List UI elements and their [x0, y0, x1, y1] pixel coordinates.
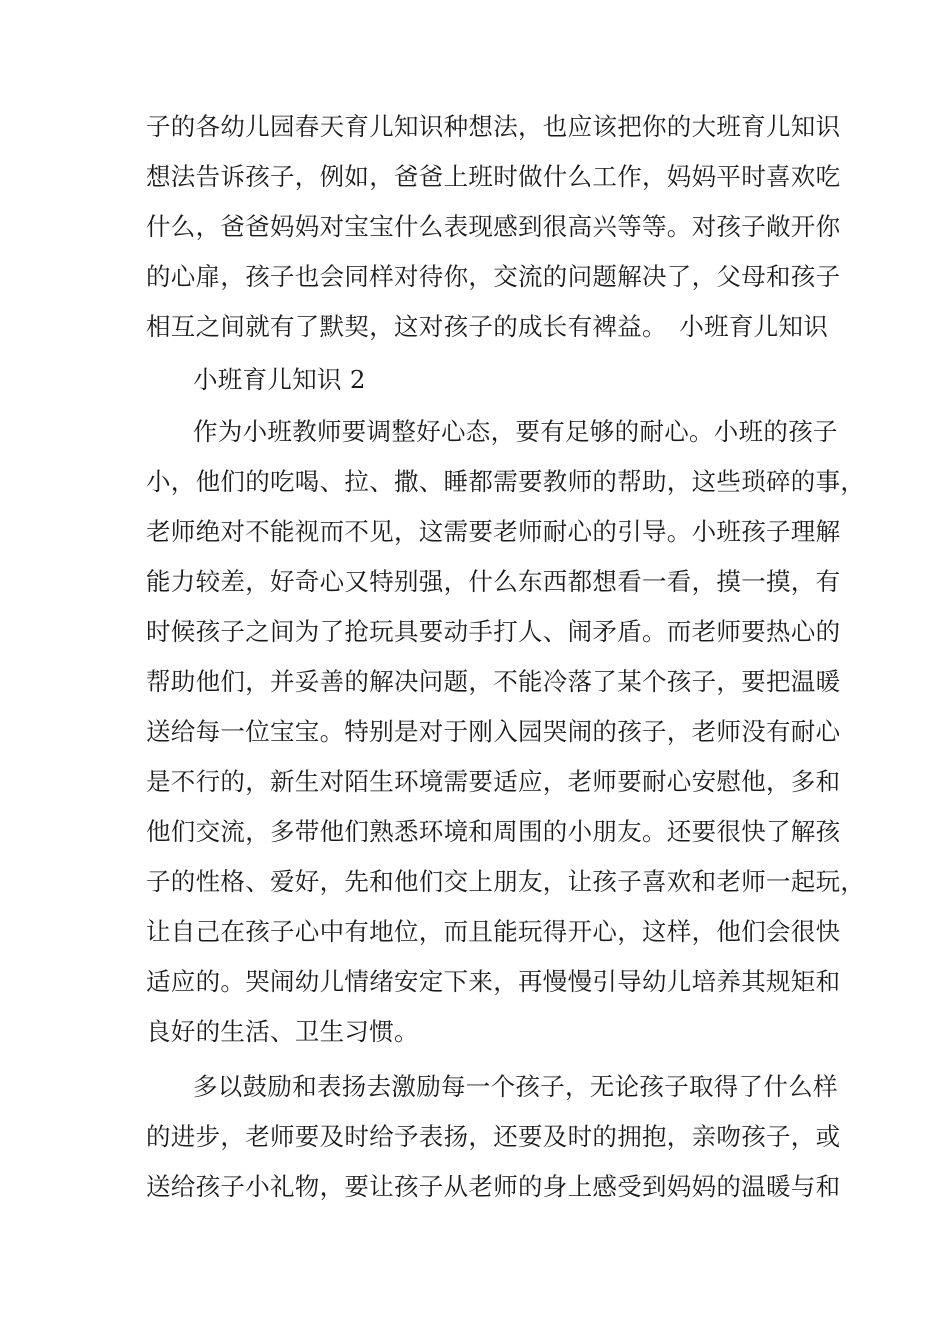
- text-line: 送给每一位宝宝。特别是对于刚入园哭闹的孩子，老师没有耐心: [146, 717, 841, 746]
- text-line: 他们交流，多带他们熟悉环境和周围的小朋友。还要很快了解孩: [146, 817, 841, 846]
- text-line: 小，他们的吃喝、拉、撒、睡都需要教师的帮助，这些琐碎的事，: [146, 467, 866, 496]
- text-line: 的进步，老师要及时给予表扬，还要及时的拥抱，亲吻孩子，或: [146, 1122, 841, 1151]
- text-line: 的心扉，孩子也会同样对待你，交流的问题解决了，父母和孩子: [146, 262, 841, 291]
- text-line: 时候孩子之间为了抢玩具要动手打人、闹矛盾。而老师要热心的: [146, 617, 841, 646]
- text-line: 子的各幼儿园春天育儿知识种想法，也应该把你的大班育儿知识: [146, 112, 841, 141]
- text-line: 子的性格、爱好，先和他们交上朋友，让孩子喜欢和老师一起玩，: [146, 867, 866, 896]
- text-line: 让自己在孩子心中有地位，而且能玩得开心，这样，他们会很快: [146, 917, 841, 946]
- text-line: 想法告诉孩子，例如，爸爸上班时做什么工作，妈妈平时喜欢吃: [146, 162, 841, 191]
- section-heading: 小班育儿知识 2: [193, 365, 366, 394]
- text-line: 老师绝对不能视而不见，这需要老师耐心的引导。小班孩子理解: [146, 517, 841, 546]
- text-line: 能力较差，好奇心又特别强，什么东西都想看一看，摸一摸，有: [146, 567, 841, 596]
- paragraph-first-line: 作为小班教师要调整好心态，要有足够的耐心。小班的孩子: [193, 417, 838, 446]
- text-line: 适应的。哭闹幼儿情绪安定下来，再慢慢引导幼儿培养其规矩和: [146, 967, 841, 996]
- paragraph-first-line: 多以鼓励和表扬去激励每一个孩子，无论孩子取得了什么样: [193, 1072, 838, 1101]
- text-line: 良好的生活、卫生习惯。: [146, 1017, 419, 1046]
- text-line: 什么，爸爸妈妈对宝宝什么表现感到很高兴等等。对孩子敞开你: [146, 212, 841, 241]
- text-line: 帮助他们，并妥善的解决问题，不能冷落了某个孩子，要把温暖: [146, 667, 841, 696]
- text-line: 送给孩子小礼物，要让孩子从老师的身上感受到妈妈的温暖与和: [146, 1172, 841, 1201]
- text-line: 是不行的，新生对陌生环境需要适应，老师要耐心安慰他，多和: [146, 767, 841, 796]
- text-line: 相互之间就有了默契，这对孩子的成长有裨益。 小班育儿知识: [146, 312, 829, 341]
